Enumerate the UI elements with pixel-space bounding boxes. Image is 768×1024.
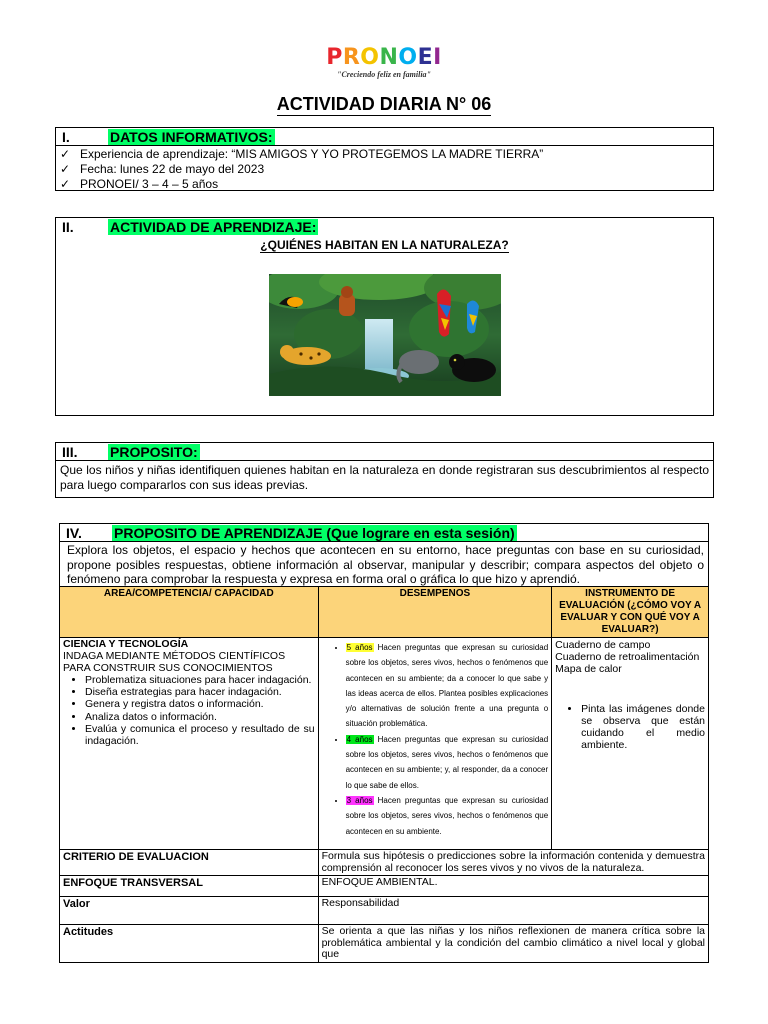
row-label: Actitudes <box>60 925 319 963</box>
logo-tagline: "Creciendo feliz en familia" <box>337 70 431 79</box>
section-number: III. <box>62 443 78 460</box>
logo-letter: E <box>417 45 434 70</box>
instrumento-items <box>555 703 705 751</box>
capacidades-list <box>63 674 315 747</box>
logo-wordmark <box>0 46 768 70</box>
age-badge: 4 años <box>346 734 373 744</box>
section-proposito <box>55 442 714 498</box>
list-item: • Evalúa y comunica el proceso y resultado de su indagación. <box>85 723 315 747</box>
instrumento: Cuaderno de retroalimentación <box>555 651 700 663</box>
section-number: II. <box>62 219 74 235</box>
row-label: ENFOQUE TRANSVERSAL <box>60 876 319 897</box>
section-actividad <box>55 217 714 416</box>
area-cell <box>60 638 319 850</box>
section-datos-informativos <box>55 127 714 191</box>
logo-letter: O <box>398 45 418 70</box>
instrumento-cell <box>552 638 709 850</box>
logo-letter: N <box>379 45 399 70</box>
section-title: ACTIVIDAD DE APRENDIZAJE: <box>110 219 317 235</box>
list-item: • 4 años Hacen preguntas que expresan su curiosidad sobre los objetos, seres vivos, hechos o fenómenos que acontecen en su ambiente; y, al responder, da a conocer lo que sabe de ellos. <box>346 732 549 793</box>
desempenos-cell <box>318 638 552 850</box>
checkmark-icon: ✓ <box>60 177 71 191</box>
instrumento: Cuaderno de campo <box>555 639 651 651</box>
pronoei-logo <box>0 46 768 79</box>
list-item: • 3 años Hacen preguntas que expresan su curiosidad sobre los objetos, seres vivos, hechos o fenómenos que acontecen en su ambiente. <box>346 793 549 839</box>
section-header <box>60 524 708 542</box>
section-header <box>56 128 713 146</box>
list-item: • Problematiza situaciones para hacer indagación. <box>85 674 315 686</box>
header-desempenos: DESEMPENOS <box>318 587 552 638</box>
area-name: CIENCIA Y TECNOLOGÍA <box>63 638 189 650</box>
info-item: ✓ PRONOEI/ 3 – 4 – 5 años <box>60 177 219 191</box>
list-item: • Diseña estrategias para hacer indagación. <box>85 686 315 698</box>
list-item: • Analiza datos o información. <box>85 711 315 723</box>
age-badge: 3 años <box>346 795 373 805</box>
instrumento: Mapa de calor <box>555 663 622 675</box>
section-number: I. <box>62 128 70 145</box>
jungle-animals-image <box>269 274 501 396</box>
proposito-intro: Explora los objetos, el espacio y hechos que acontecen en su entorno, hace preguntas con base en su curiosidad, propone posibles respuestas, obtiene información al observar, manipular y describir; compara aspectos del objeto o fenómeno para comprobar la respuesta y expresa en forma oral o gráfica lo que hizo y aprendió. <box>67 543 704 587</box>
header-instrumento: INSTRUMENTO DE EVALUACIÓN (¿CÓMO VOY A EVALUAR Y CON QUÉ VOY A EVALUAR?) <box>552 587 709 638</box>
row-label: Valor <box>60 897 319 925</box>
list-item: • Pinta las imágenes donde se observa que están cuidando el medio ambiente. <box>581 703 705 751</box>
age-badge: 5 años <box>346 643 373 652</box>
checkmark-icon: ✓ <box>60 162 71 176</box>
row-value: Se orienta a que las niñas y los niños reflexionen de manera crítica sobre la problemática ambiental y la condición del cambio climático a nivel local y global que <box>318 925 708 963</box>
competencia: INDAGA MEDIANTE MÉTODOS CIENTÍFICOS PARA CONSTRUIR SUS CONOCIMIENTOS <box>63 650 286 674</box>
proposito-text: Que los niños y niñas identifiquen quienes habitan en la naturaleza en donde registraran sus descubrimientos al respecto para luego compararlos con sus ideas previas. <box>60 463 709 492</box>
info-item: ✓ Fecha: lunes 22 de mayo del 2023 <box>60 162 265 176</box>
checkmark-icon: ✓ <box>60 147 71 161</box>
logo-letter: O <box>360 45 380 70</box>
list-item: • Genera y registra datos o información. <box>85 698 315 710</box>
evaluation-table <box>59 586 709 963</box>
list-item: • 5 años Hacen preguntas que expresan su curiosidad sobre los objetos, seres vivos, hechos o fenómenos que acontecen en su ambiente; da a conocer lo que sabe y las ideas acerca de ellos. Plantea posibles explicaciones y/o alternativas de solución frente a una pregunta o situación problemática. <box>346 640 549 732</box>
activity-question: ¿QUIÉNES HABITAN EN LA NATURALEZA? <box>260 238 509 252</box>
header-area: AREA/COMPETENCIA/ CAPACIDAD <box>60 587 319 638</box>
info-item: ✓ Experiencia de aprendizaje: “MIS AMIGOS Y YO PROTEGEMOS LA MADRE TIERRA” <box>60 147 544 161</box>
section-header <box>56 443 713 461</box>
section-title: PROPOSITO: <box>110 443 198 460</box>
row-value: Formula sus hipótesis o predicciones sobre la información contenida y demuestra comprensión al reconocer los seres vivos y no vivos de la naturaleza. <box>318 850 708 876</box>
section-title: PROPOSITO DE APRENDIZAJE (Que lograre en esta sesión) <box>114 524 515 541</box>
row-label: CRITERIO DE EVALUACION <box>60 850 319 876</box>
row-value: ENFOQUE AMBIENTAL. <box>318 876 708 897</box>
section-number: IV. <box>66 524 82 541</box>
logo-letter: P <box>326 45 343 70</box>
logo-letter: R <box>342 45 361 70</box>
section-title: DATOS INFORMATIVOS: <box>110 128 273 145</box>
section-proposito-aprendizaje <box>59 523 709 586</box>
desempenos-list <box>322 640 549 839</box>
logo-letter: I <box>433 45 442 70</box>
row-value: Responsabilidad <box>318 897 708 925</box>
section-header <box>56 218 713 236</box>
page-title: ACTIVIDAD DIARIA N° 06 <box>276 94 492 114</box>
